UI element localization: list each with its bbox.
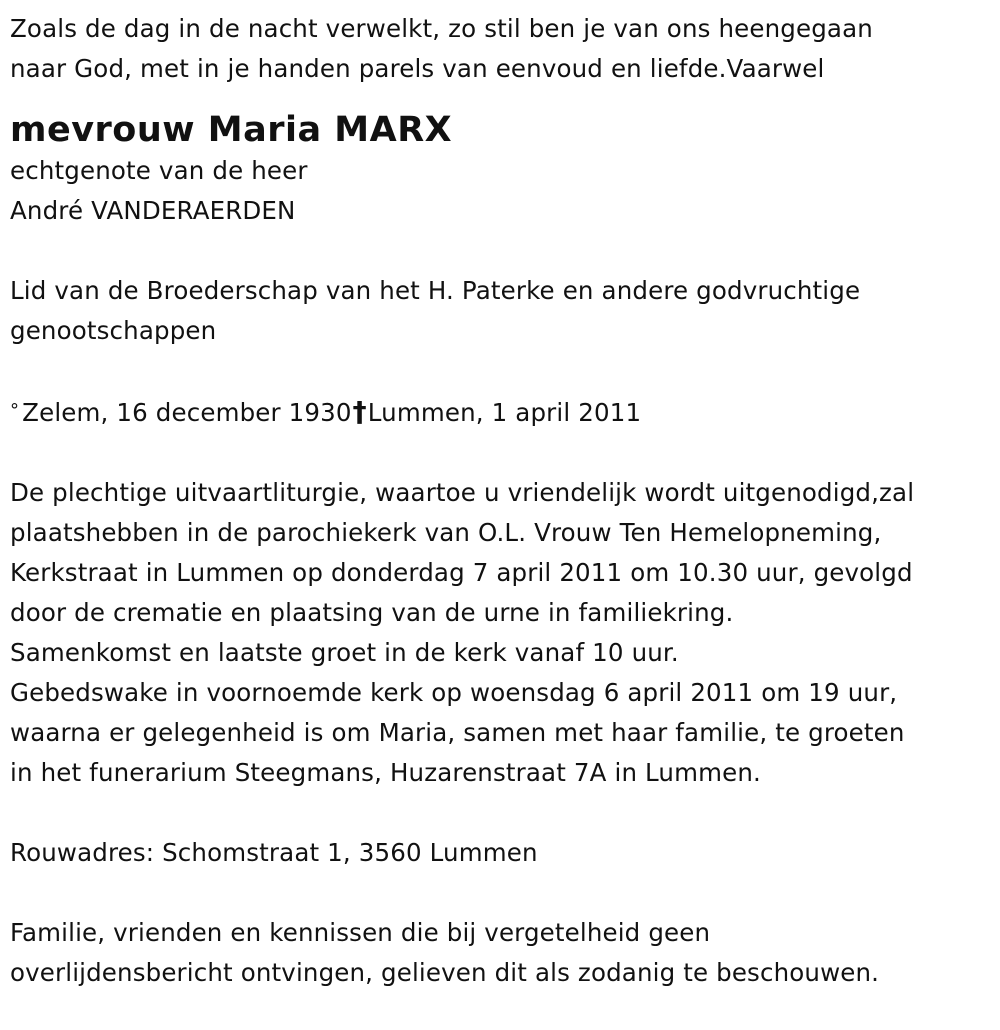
funeral-line: Gebedswake in voornoemde kerk op woensdag 6 april 2011 om 19 uur, <box>10 678 898 707</box>
membership <box>10 271 990 351</box>
deceased-name: mevrouw Maria MARX <box>10 110 453 150</box>
membership-line: Lid van de Broederschap van het H. Paterke en andere godvruchtige <box>10 276 861 305</box>
funeral-line: door de crematie en plaatsing van de urne in familiekring. <box>10 598 734 627</box>
mourning-address: Rouwadres: Schomstraat 1, 3560 Lummen <box>10 838 538 867</box>
closing-line: overlijdensbericht ontvingen, gelieven dit als zodanig te beschouwen. <box>10 958 880 987</box>
spacer <box>10 231 990 271</box>
birth-symbol: ° <box>10 400 20 421</box>
funeral-line: De plechtige uitvaartliturgie, waartoe u vriendelijk wordt uitgenodigd,zal <box>10 478 915 507</box>
birth-date: Zelem, 16 december 1930 <box>22 398 352 427</box>
poem-line: Zoals de dag in de nacht verwelkt, zo stil ben je van ons heengegaan <box>10 14 873 43</box>
poem <box>10 9 990 89</box>
membership-line: genootschappen <box>10 316 217 345</box>
funeral-line: Kerkstraat in Lummen op donderdag 7 april 2011 om 10.30 uur, gevolgd <box>10 558 913 587</box>
funeral-line: plaatshebben in de parochiekerk van O.L. Vrouw Ten Hemelopneming, <box>10 518 882 547</box>
funeral-line: waarna er gelegenheid is om Maria, samen met haar familie, te groeten <box>10 718 905 747</box>
life-dates <box>10 391 990 433</box>
spacer <box>10 433 990 473</box>
funeral-line: Samenkomst en laatste groet in de kerk vanaf 10 uur. <box>10 638 679 667</box>
funeral-info <box>10 473 990 793</box>
spouse-line: echtgenote van de heer <box>10 156 308 185</box>
death-date: Lummen, 1 april 2011 <box>367 398 642 427</box>
cross-icon: † <box>352 395 367 428</box>
spacer <box>10 793 990 833</box>
closing-note <box>10 913 990 993</box>
spouse-info <box>10 151 990 231</box>
spacer <box>10 873 990 913</box>
closing-line: Familie, vrienden en kennissen die bij vergetelheid geen <box>10 918 711 947</box>
spouse-name: André VANDERAERDEN <box>10 196 296 225</box>
funeral-line: in het funerarium Steegmans, Huzarenstraat 7A in Lummen. <box>10 758 761 787</box>
poem-line: naar God, met in je handen parels van eenvoud en liefde.Vaarwel <box>10 54 825 83</box>
spacer <box>10 351 990 391</box>
